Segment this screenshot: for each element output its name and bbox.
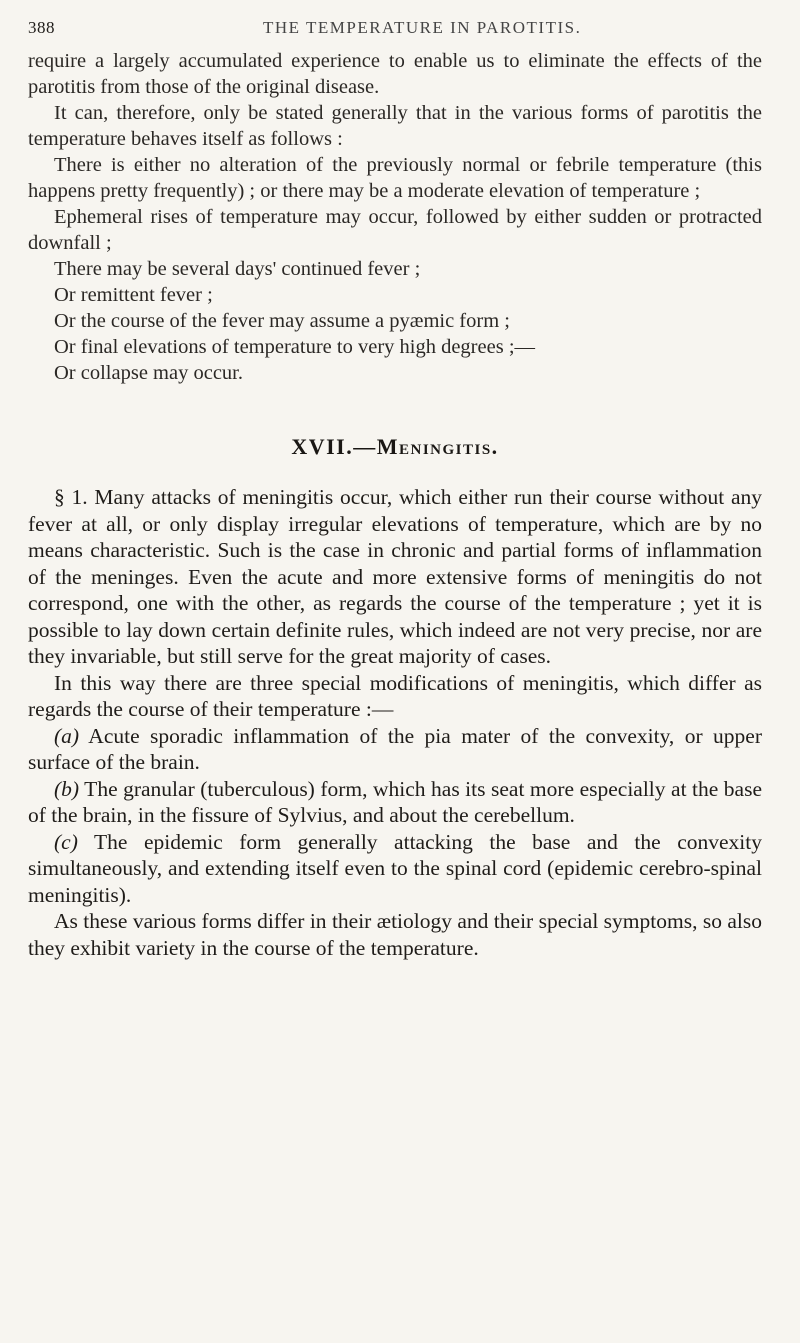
meningitis-paragraph-2: In this way there are three special modifications of meningitis, which differ as regards the course of their temperature :—: [28, 670, 762, 721]
meningitis-paragraph-1: § 1. Many attacks of meningitis occur, which either run their course without any fever at all, or only display irregular elevations of temperature, which are by no means characteristic. Such is the case in chronic and partial forms of inflammation of the meninges. Even the acute and more extensive forms of meningitis do not correspond, one with the other, as regards the course of the temperature ; yet it is possible to lay down certain definite rules, which indeed are not very precise, nor are they invariable, but still serve for the great majority of cases.: [28, 485, 762, 668]
parotitis-temperature-list: [28, 152, 762, 386]
meningitis-closing-paragraph: As these various forms differ in their ætiology and their special symptoms, so also they exhibit variety in the course of the temperature.: [28, 909, 762, 960]
meningitis-forms-list: [28, 723, 762, 909]
form-item: [28, 829, 762, 909]
section-numeral: XVII.—: [291, 434, 377, 459]
running-title: THE TEMPERATURE IN PAROTITIS.: [263, 18, 582, 37]
form-label: (b): [54, 776, 80, 801]
parotitis-continuation: require a largely accumulated experience to enable us to eliminate the effects of the parotitis from those of the original disease.: [28, 50, 762, 98]
section-title: Meningitis.: [376, 434, 499, 459]
list-item: There is either no alteration of the previously normal or febrile temperature (this happens pretty frequently) ; or there may be a moderate elevation of temperature ;: [28, 154, 762, 202]
form-item: [28, 723, 762, 776]
running-head: [28, 18, 762, 48]
list-item: Ephemeral rises of temperature may occur, followed by either sudden or protracted downfall ;: [28, 206, 762, 254]
form-label: (c): [54, 829, 78, 854]
form-item: [28, 776, 762, 829]
list-item: There may be several days' continued fever ;: [54, 258, 421, 280]
form-text: The epidemic form generally attacking the base and the convexity simultaneously, and extending itself even to the spinal cord (epidemic cerebro-spinal meningitis).: [28, 829, 762, 907]
list-item: Or remittent fever ;: [54, 284, 213, 306]
form-text: Acute sporadic inflammation of the pia mater of the convexity, or upper surface of the brain.: [28, 723, 762, 774]
parotitis-intro: It can, therefore, only be stated generally that in the various forms of parotitis the temperature behaves itself as follows :: [28, 102, 762, 150]
form-text: The granular (tuberculous) form, which has its seat more especially at the base of the brain, in the fissure of Sylvius, and about the cerebellum.: [28, 776, 762, 827]
list-item: Or collapse may occur.: [54, 362, 243, 384]
page-number: 388: [28, 18, 55, 37]
section-heading: [28, 434, 762, 460]
list-item: Or final elevations of temperature to very high degrees ;—: [54, 336, 536, 358]
list-item: Or the course of the fever may assume a pyæmic form ;: [54, 310, 510, 332]
form-label: (a): [54, 723, 80, 748]
